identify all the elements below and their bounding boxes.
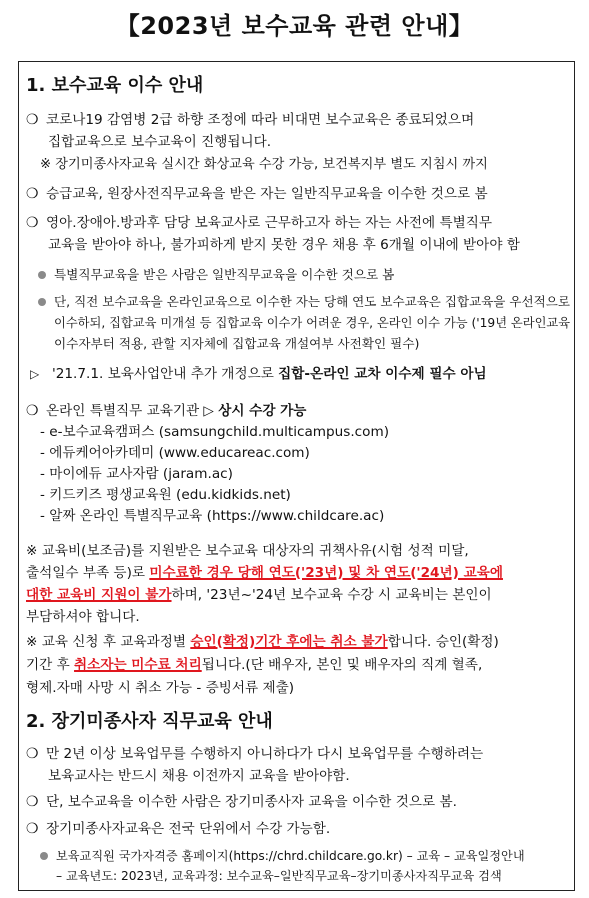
grey-bullet-icon xyxy=(38,298,46,306)
circle-mark-icon: ❍ xyxy=(26,821,39,837)
fee-line2-plain: 출석일수 부족 등)로 xyxy=(26,565,150,581)
circle-mark-icon: ❍ xyxy=(26,186,39,202)
institution-item: - e-보수교육캠퍼스 (samsungchild.multicampus.com) xyxy=(40,424,390,440)
s2-item3: 장기미종사자교육은 전국 단위에서 수강 가능함. xyxy=(46,821,331,837)
fee-line2 xyxy=(26,564,503,582)
grey-bullet-icon xyxy=(38,271,46,279)
cancel-line2 xyxy=(26,656,482,674)
s1-bullet2-line1: 단, 직전 보수교육을 온라인교육으로 이수한 자는 당해 연도 보수교육은 집합교육을 우선적으로 xyxy=(54,294,570,309)
s1-bullet2-line2: 이수하되, 집합교육 미개설 등 집합교육 이수가 어려운 경우, 온라인 이수 가능 ('19년 온라인교육 xyxy=(54,316,571,330)
s1-item3-line2: 교육을 받아야 하나, 불가피하게 받지 못한 경우 채용 후 6개월 이내에 받아야 함 xyxy=(48,237,520,253)
page-title: 【2023년 보수교육 관련 안내】 xyxy=(115,12,474,40)
circle-mark-icon: ❍ xyxy=(26,794,39,810)
s1-item1-line2: 집합교육으로 보수교육이 진행됩니다. xyxy=(48,134,272,150)
cancel-line1 xyxy=(26,633,499,651)
fee-line3 xyxy=(26,586,492,604)
institution-item: - 알짜 온라인 특별직무교육 (https://www.childcare.ac) xyxy=(40,508,385,524)
fee-line4: 부담하셔야 합니다. xyxy=(26,609,140,625)
s1-item2: 승급교육, 원장사전직무교육을 받은 자는 일반직무교육을 이수한 것으로 봄 xyxy=(46,186,488,202)
cancel-line1-a: ※ 교육 신청 후 교육과정별 xyxy=(26,634,191,650)
institution-item: - 에듀케어아카데미 (www.educareac.com) xyxy=(40,445,310,461)
s1-online-prefix: 온라인 특별직무 교육기관 ▷ xyxy=(46,403,219,419)
circle-mark-icon: ❍ xyxy=(26,215,39,231)
s1-revision-prefix: '21.7.1. 보육사업안내 추가 개정으로 xyxy=(52,366,279,382)
cancel-line2-a: 기간 후 xyxy=(26,657,75,673)
s2-bullet-line1: 보육교직원 국가자격증 홈페이지(https://chrd.childcare.go.kr) – 교육 – 교육일정안내 xyxy=(56,849,525,863)
s1-online-bold: 상시 수강 가능 xyxy=(218,403,307,419)
institution-item: - 마이에듀 교사자람 (jaram.ac) xyxy=(40,466,233,482)
section2-heading: 2. 장기미종사자 직무교육 안내 xyxy=(26,711,273,732)
cancel-line1-b: 합니다. 승인(확정) xyxy=(387,634,499,650)
s1-revision xyxy=(52,365,487,383)
s1-revision-bold: 집합-온라인 교차 이수제 필수 아님 xyxy=(278,366,487,382)
triangle-mark-icon: ▷ xyxy=(30,367,40,381)
s1-item1-line1: 코로나19 감염병 2급 하향 조정에 따라 비대면 보수교육은 종료되었으며 xyxy=(46,112,475,128)
fee-line3-red: 대한 교육비 지원이 불가 xyxy=(26,587,172,603)
s1-item3-line1: 영아.장애아.방과후 담당 보육교사로 근무하고자 하는 자는 사전에 특별직무 xyxy=(46,215,492,231)
cancel-line2-b: 됩니다.(단 배우자, 본인 및 배우자의 직계 혈족, xyxy=(201,657,483,673)
circle-mark-icon: ❍ xyxy=(26,746,39,762)
grey-bullet-icon xyxy=(40,852,48,860)
s2-item1-line2: 보육교사는 반드시 채용 이전까지 교육을 받아야함. xyxy=(48,768,350,784)
cancel-line2-red: 취소자는 미수료 처리 xyxy=(74,657,202,673)
s1-bullet2-line3: 이수자부터 적용, 관할 지자체에 집합교육 개설여부 사전확인 필수) xyxy=(54,336,420,351)
s1-online xyxy=(46,402,306,420)
institution-item: - 키드키즈 평생교육원 (edu.kidkids.net) xyxy=(40,487,291,503)
fee-line1: ※ 교육비(보조금)를 지원받은 보수교육 대상자의 귀책사유(시험 성적 미달, xyxy=(26,543,469,559)
s2-item2: 단, 보수교육을 이수한 사람은 장기미종사자 교육을 이수한 것으로 봄. xyxy=(46,794,457,810)
fee-line3-plain: 하며, '23년~'24년 보수교육 수강 시 교육비는 본인이 xyxy=(171,587,492,603)
section1-heading: 1. 보수교육 이수 안내 xyxy=(26,75,204,96)
s1-bullet1: 특별직무교육을 받은 사람은 일반직무교육을 이수한 것으로 봄 xyxy=(54,267,395,282)
cancel-line3: 형제.자매 사망 시 취소 가능 - 증빙서류 제출) xyxy=(26,680,295,696)
s2-item1-line1: 만 2년 이상 보육업무를 수행하지 아니하다가 다시 보육업무를 수행하려는 xyxy=(46,746,484,762)
circle-mark-icon: ❍ xyxy=(26,112,39,128)
s2-bullet-line2: – 교육년도: 2023년, 교육과정: 보수교육–일반직무교육–장기미종사자직무교육 검색 xyxy=(56,869,502,883)
s1-item1-note: ※ 장기미종사자교육 실시간 화상교육 수강 가능, 보건복지부 별도 지침시 까지 xyxy=(40,157,488,172)
circle-mark-icon: ❍ xyxy=(26,403,39,419)
fee-line2-red: 미수료한 경우 당해 연도('23년) 및 차 연도('24년) 교육에 xyxy=(149,565,503,581)
cancel-line1-red: 승인(확정)기간 후에는 취소 불가 xyxy=(190,634,388,650)
